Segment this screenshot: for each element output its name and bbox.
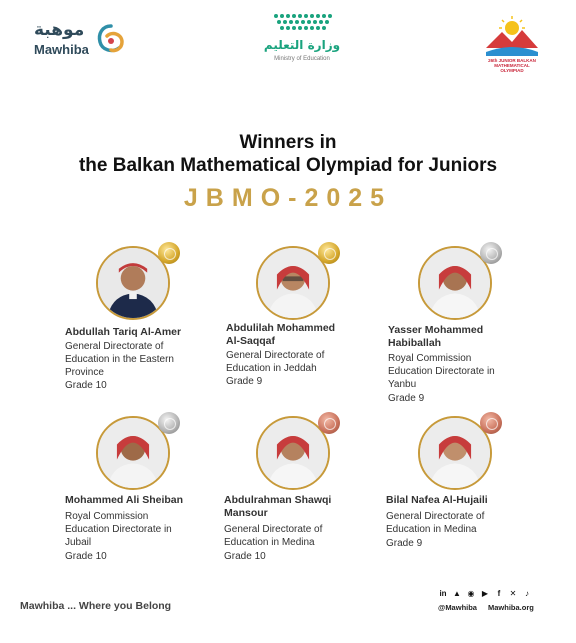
winner-directorate: General Directorate of Education in Medina <box>224 524 323 548</box>
page-title <box>0 131 576 177</box>
bronze-medal-icon <box>318 412 340 434</box>
winner-directorate: Royal Commission Education Directorate in Jubail <box>65 511 172 548</box>
instagram-icon[interactable]: ◉ <box>467 589 475 598</box>
winner-name: Bilal Nafea Al-Hujaili <box>386 494 488 506</box>
bronze-medal-icon <box>480 412 502 434</box>
jbmo-logo <box>482 14 542 73</box>
winner-name: Abdulilah Mohammed Al-Saqqaf <box>226 322 336 347</box>
jbmo-emblem-icon <box>482 14 542 58</box>
winner-name: Mohammed Ali Sheiban <box>65 494 184 506</box>
mawhiba-mark-icon <box>94 22 128 56</box>
winner-grade: Grade 9 <box>386 538 423 549</box>
winner-grade: Grade 9 <box>226 376 263 387</box>
tiktok-icon[interactable]: ♪ <box>525 589 529 598</box>
linkedin-icon[interactable]: in <box>439 589 447 598</box>
slogan: Mawhiba ... Where you Belong <box>20 600 172 612</box>
youtube-icon[interactable]: ▶ <box>481 589 489 598</box>
winner-avatar <box>96 416 170 490</box>
social-handle[interactable]: @Mawhiba <box>438 603 477 612</box>
winner-directorate: Royal Commission Education Directorate in Yanbu <box>388 353 495 390</box>
event-name: JBMO-2025 <box>183 184 393 212</box>
moe-emblem-icon <box>272 12 334 34</box>
social-icons <box>438 589 532 599</box>
winner-name: Abdulrahman Shawqi Mansour <box>224 494 332 519</box>
winner-name: Abdullah Tariq Al-Amer <box>65 326 182 338</box>
gold-medal-icon <box>318 242 340 264</box>
winner-name: Yasser Mohammed Habiballah <box>388 324 484 349</box>
silver-medal-icon <box>158 412 180 434</box>
x-icon[interactable]: ✕ <box>509 589 517 598</box>
winner-avatar <box>418 416 492 490</box>
moe-logo-english: Ministry of Education <box>274 56 330 62</box>
mawhiba-logo-english: Mawhiba <box>34 42 89 57</box>
moe-logo-arabic: وزارة التعليم <box>263 38 341 52</box>
website-link[interactable]: Mawhiba.org <box>488 603 534 612</box>
winner-avatar <box>256 416 330 490</box>
facebook-icon[interactable]: f <box>497 589 501 598</box>
winner-grade: Grade 10 <box>224 551 266 562</box>
winner-directorate: General Directorate of Education in Medina <box>386 511 485 535</box>
jbmo-caption: 26th JUNIOR BALKAN MATHEMATICAL OLYMPIAD <box>488 58 536 73</box>
winner-avatar <box>256 246 330 320</box>
gold-medal-icon <box>158 242 180 264</box>
mawhiba-logo-arabic: موهبة <box>34 20 85 40</box>
title-line-2: the Balkan Mathematical Olympiad for Juniors <box>78 155 498 176</box>
winner-avatar <box>418 246 492 320</box>
winner-grade: Grade 10 <box>65 380 107 391</box>
winner-grade: Grade 10 <box>65 551 107 562</box>
winner-avatar <box>96 246 170 320</box>
silver-medal-icon <box>480 242 502 264</box>
snapchat-icon[interactable]: ▲ <box>453 589 461 598</box>
winner-directorate: General Directorate of Education in Jeddah <box>226 350 325 374</box>
ministry-of-education-logo <box>262 12 342 68</box>
mawhiba-logo <box>22 18 132 66</box>
title-line-1: Winners in <box>239 132 337 153</box>
winner-directorate: General Directorate of Education in the Eastern Province <box>65 341 174 378</box>
winner-grade: Grade 9 <box>388 393 425 404</box>
